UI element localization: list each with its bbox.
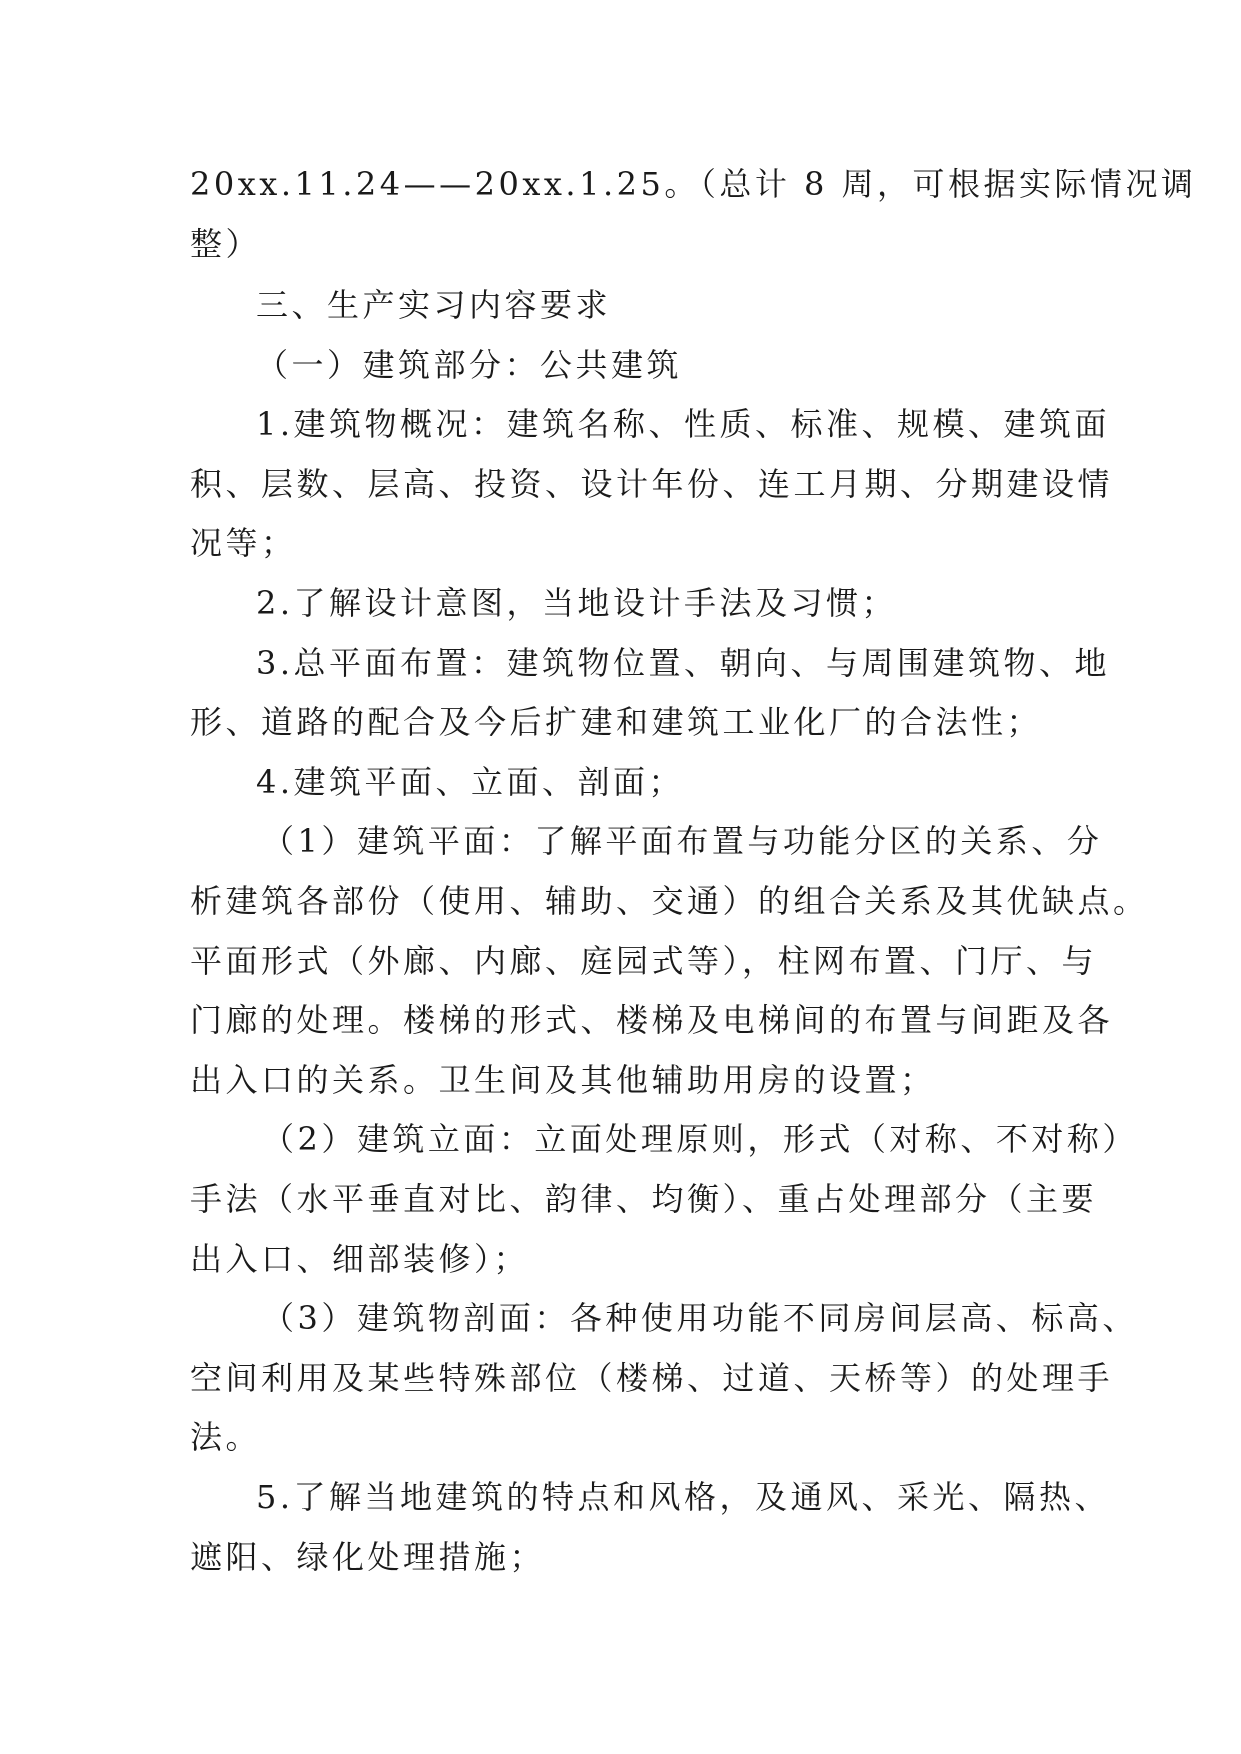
sub-1-line-1: （1）建筑平面：了解平面布置与功能分区的关系、分 [262,822,1103,860]
text-line-1: 20xx.11.24——20xx.1.25。（总计 8 周，可根据实际情况调 [190,165,1197,203]
item-3-line-1: 3.总平面布置：建筑物位置、朝向、与周围建筑物、地 [256,644,1111,682]
sub-1-line-2: 析建筑各部份（使用、辅助、交通）的组合关系及其优缺点。 [190,882,1149,920]
text-line-2: 整） [190,225,262,263]
sub-1-line-3: 平面形式（外廊、内廊、庭园式等），柱网布置、门厅、与 [190,942,1098,980]
sub-2-line-1: （2）建筑立面：立面处理原则，形式（对称、不对称） [262,1120,1138,1158]
item-1-line-2: 积、层数、层高、投资、设计年份、连工月期、分期建设情 [190,465,1114,503]
sub-1-line-5: 出入口的关系。卫生间及其他辅助用房的设置； [190,1061,936,1099]
item-2: 2.了解设计意图，当地设计手法及习惯； [256,584,898,622]
sub-2-line-3: 出入口、细部装修）； [190,1240,530,1278]
item-4: 4.建筑平面、立面、剖面； [256,763,685,801]
item-3-line-2: 形、道路的配合及今后扩建和建筑工业化厂的合法性； [190,703,1043,741]
item-5-line-2: 遮阳、绿化处理措施； [190,1538,546,1576]
sub-3-line-2: 空间利用及某些特殊部位（楼梯、过道、天桥等）的处理手 [190,1359,1114,1397]
section-heading: 三、生产实习内容要求 [256,286,612,324]
sub-2-line-2: 手法（水平垂直对比、韵律、均衡）、重占处理部分（主要 [190,1180,1098,1218]
item-1-line-3: 况等； [190,524,297,562]
item-1-line-1: 1.建筑物概况：建筑名称、性质、标准、规模、建筑面 [256,405,1111,443]
item-5-line-1: 5.了解当地建筑的特点和风格，及通风、采光、隔热、 [256,1478,1111,1516]
sub-3-line-1: （3）建筑物剖面：各种使用功能不同房间层高、标高、 [262,1299,1138,1337]
subsection-heading: （一）建筑部分：公共建筑 [256,346,683,384]
sub-1-line-4: 门廊的处理。楼梯的形式、楼梯及电梯间的布置与间距及各 [190,1001,1114,1039]
sub-3-line-3: 法。 [190,1418,262,1456]
